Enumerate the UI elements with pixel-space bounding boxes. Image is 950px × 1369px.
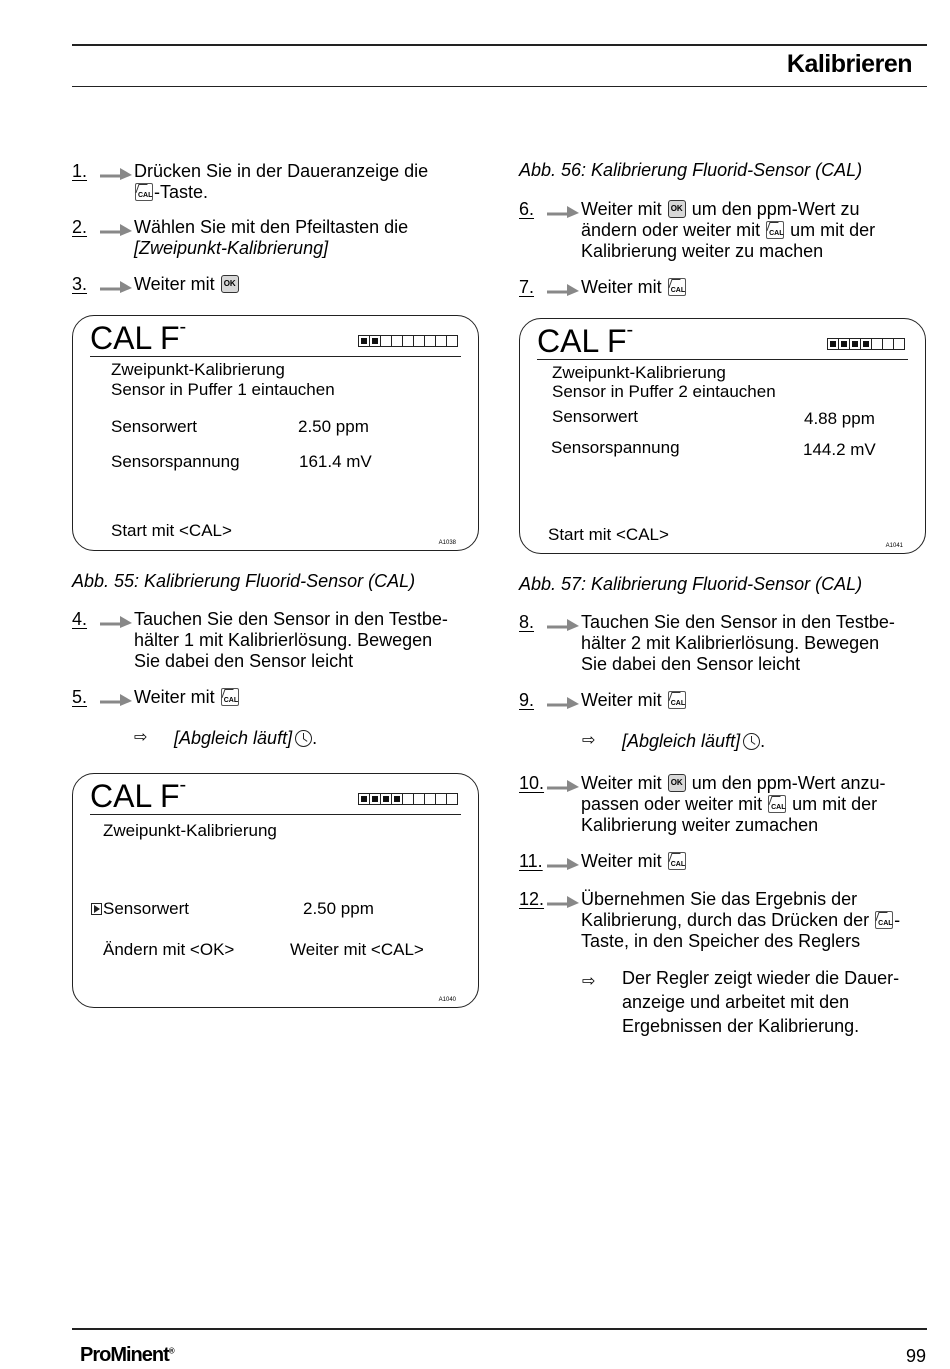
step-7: 7. Weiter mit CAL [519,277,939,301]
progress-indicator [359,335,458,347]
step-arrow-icon [547,203,581,219]
chapter-title: Kalibrieren [786,50,912,78]
progress-indicator [359,793,458,805]
result-arrow-icon: ⇨ [134,729,148,746]
ok-key-icon: OK [668,200,686,218]
sensor-value: 2.50 ppm [303,899,374,918]
cal-key-icon: CAL [668,691,686,709]
step-arrow-icon [547,893,581,909]
screen-mode: Zweipunkt-Kalibrierung [552,363,726,382]
result-arrow-icon: ⇨ [582,732,596,749]
step-1: 1. Drücken Sie in der Daueranzeige die CAL -Taste. [72,161,429,202]
step-number: 12. [519,889,579,919]
figure-code: A1038 [438,540,456,546]
progress-indicator [828,338,905,350]
screen-footer: Start mit <CAL> [548,525,669,544]
step-2: 2. Wählen Sie mit den Pfeiltasten die [Zweipunkt-Kalibrierung] [72,217,409,258]
step-8: 8. Tauchen Sie den Sensor in den Testbe- hälter 2 mit Kalibrierlösung. Bewegen Sie dabei den Sensor leicht [519,612,895,674]
step-number: 6. [519,199,579,229]
step-arrow-icon [100,165,134,181]
step-number: 8. [519,612,579,642]
screen-title: CAL F- [90,774,187,814]
sensor-value-row: Sensorwert [91,899,189,919]
screen-footer: Start mit <CAL> [111,521,232,540]
sensor-voltage-label: Sensorspannung [111,452,240,471]
cal-key-icon: CAL [221,688,239,706]
step-9: 9. Weiter mit CAL [519,690,939,714]
cal-key-icon: CAL [135,183,153,201]
screen-divider [90,356,461,357]
step-arrow-icon [547,616,581,632]
continue-action: Weiter mit <CAL> [290,940,424,959]
step-number: 4. [72,609,132,639]
step-3: 3. Weiter mit OK [72,274,492,298]
figure-caption-55: Abb. 55: Kalibrierung Fluorid-Sensor (CAL) [72,571,416,591]
screen-mode: Zweipunkt-Kalibrierung [103,821,277,840]
header-rule-bottom [72,86,927,87]
cal-key-icon: CAL [668,852,686,870]
step-number: 3. [72,274,132,304]
step-arrow-icon [100,221,134,237]
screen-divider [90,814,461,815]
screen-divider [537,359,908,360]
display-screen-3 [519,318,926,554]
cal-key-icon: CAL [668,278,686,296]
sensor-value: 2.50 ppm [298,417,369,436]
step-12: 12. Übernehmen Sie das Ergebnis der Kalibrierung, durch das Drücken der CAL - Taste, in den Speicher des Reglers [519,889,901,951]
cal-key-icon: CAL [875,911,893,929]
step-5: 5. Weiter mit CAL [72,687,492,711]
step-number: 5. [72,687,132,717]
step-number: 1. [72,161,132,191]
result-arrow-icon: ⇨ [582,973,596,990]
step-12-result: ⇨ Der Regler zeigt wieder die Dauer- anzeige und arbeitet mit den Ergebnissen der Kalibrierung. [582,968,900,1036]
step-arrow-icon [547,694,581,710]
cal-key-icon: CAL [768,795,786,813]
step-5-result: ⇨ [Abgleich läuft] . [134,728,318,748]
step-arrow-icon [100,691,134,707]
step-number: 2. [72,217,132,247]
step-number: 10. [519,773,579,803]
page-number: 99 [905,1346,926,1366]
change-action: Ändern mit <OK> [103,940,235,959]
figure-caption-57: Abb. 57: Kalibrierung Fluorid-Sensor (CAL) [519,574,863,594]
sensor-value: 4.88 ppm [804,409,875,428]
ok-key-icon: OK [221,275,239,293]
ok-key-icon: OK [668,774,686,792]
cursor-icon [91,903,102,915]
screen-instruction: Sensor in Puffer 1 eintauchen [111,380,335,399]
sensor-voltage: 161.4 mV [299,452,372,471]
figure-caption-56: Abb. 56: Kalibrierung Fluorid-Sensor (CAL) [519,160,863,180]
step-11: 11. Weiter mit CAL [519,851,939,875]
screen-title: CAL F- [90,316,187,356]
sensor-value-label: Sensorwert [111,417,197,436]
clock-icon [743,733,760,750]
step-arrow-icon [100,278,134,294]
display-screen-1 [72,315,479,551]
step-10: 10. Weiter mit OK um den ppm-Wert anzu- passen oder weiter mit CAL um mit der Kalibrierung weiter zumachen [519,773,886,835]
screen-mode: Zweipunkt-Kalibrierung [111,360,285,379]
step-6: 6. Weiter mit OK um den ppm-Wert zu ändern oder weiter mit CAL um mit der Kalibrierung weiter zu machen [519,199,876,261]
step-number: 7. [519,277,579,307]
sensor-voltage-label: Sensorspannung [551,438,680,457]
step-arrow-icon [100,613,134,629]
step-arrow-icon [547,855,581,871]
step-arrow-icon [547,777,581,793]
step-arrow-icon [547,281,581,297]
sensor-value-label: Sensorwert [552,407,638,426]
step-number: 11. [519,851,579,881]
sensor-voltage: 144.2 mV [803,440,876,459]
header-rule-top [72,44,927,46]
figure-code: A1040 [438,997,456,1003]
step-9-result: ⇨ [Abgleich läuft] . [582,731,766,751]
step-4: 4. Tauchen Sie den Sensor in den Testbe- hälter 1 mit Kalibrierlösung. Bewegen Sie dabei den Sensor leicht [72,609,448,671]
figure-code: A1041 [885,543,903,549]
clock-icon [295,730,312,747]
footer-rule [72,1328,927,1330]
step-number: 9. [519,690,579,720]
brand-logo: ProMinent® [80,1344,174,1366]
screen-title: CAL F- [537,319,634,359]
cal-key-icon: CAL [766,221,784,239]
display-screen-2 [72,773,479,1008]
screen-instruction: Sensor in Puffer 2 eintauchen [552,382,776,401]
